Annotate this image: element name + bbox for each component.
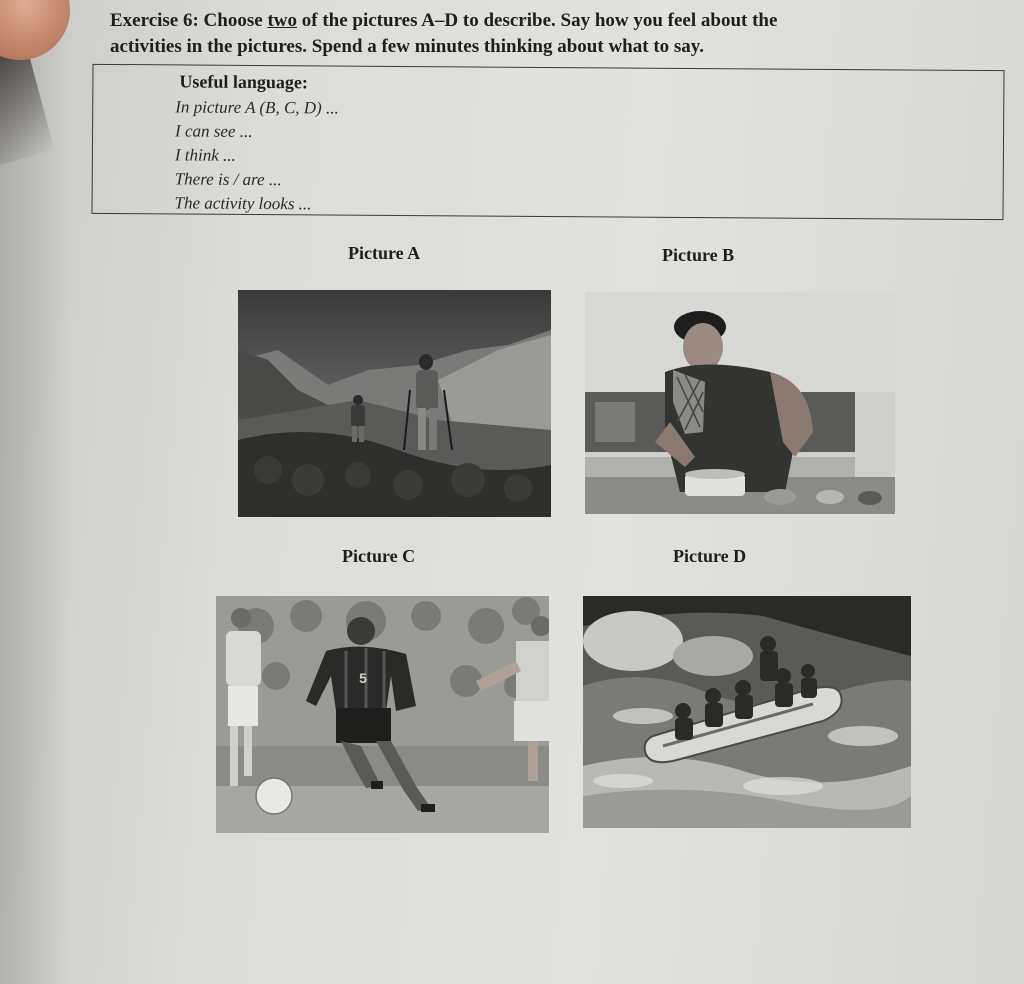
heading-suffix: of the pictures A–D to describe. Say how you feel about the bbox=[297, 10, 778, 31]
heading-prefix: Exercise 6: Choose bbox=[110, 10, 268, 31]
useful-line-1: In picture A (B, C, D) ... bbox=[175, 97, 339, 118]
picture-c-football bbox=[216, 596, 549, 833]
picture-b-cooking bbox=[585, 292, 895, 514]
useful-line-4: There is / are ... bbox=[174, 169, 282, 190]
useful-language-box bbox=[91, 64, 1004, 220]
useful-language-title: Useful language: bbox=[179, 71, 308, 93]
picture-d-rafting bbox=[583, 596, 911, 828]
useful-line-3: I think ... bbox=[174, 145, 236, 165]
heading-line2: activities in the pictures. Spend a few minutes thinking about what to say. bbox=[110, 36, 704, 57]
exercise-heading bbox=[110, 8, 990, 60]
jersey-number: 5 bbox=[359, 670, 367, 686]
heading-underlined: two bbox=[267, 10, 297, 31]
picture-c-label: Picture C bbox=[342, 546, 416, 566]
useful-line-2: I can see ... bbox=[175, 121, 253, 141]
picture-b-label: Picture B bbox=[662, 245, 735, 265]
picture-a-hiking bbox=[238, 290, 551, 517]
picture-d-label: Picture D bbox=[673, 546, 747, 566]
football-ball bbox=[256, 778, 292, 814]
useful-line-5: The activity looks ... bbox=[174, 193, 312, 214]
picture-a-label: Picture A bbox=[348, 243, 421, 263]
